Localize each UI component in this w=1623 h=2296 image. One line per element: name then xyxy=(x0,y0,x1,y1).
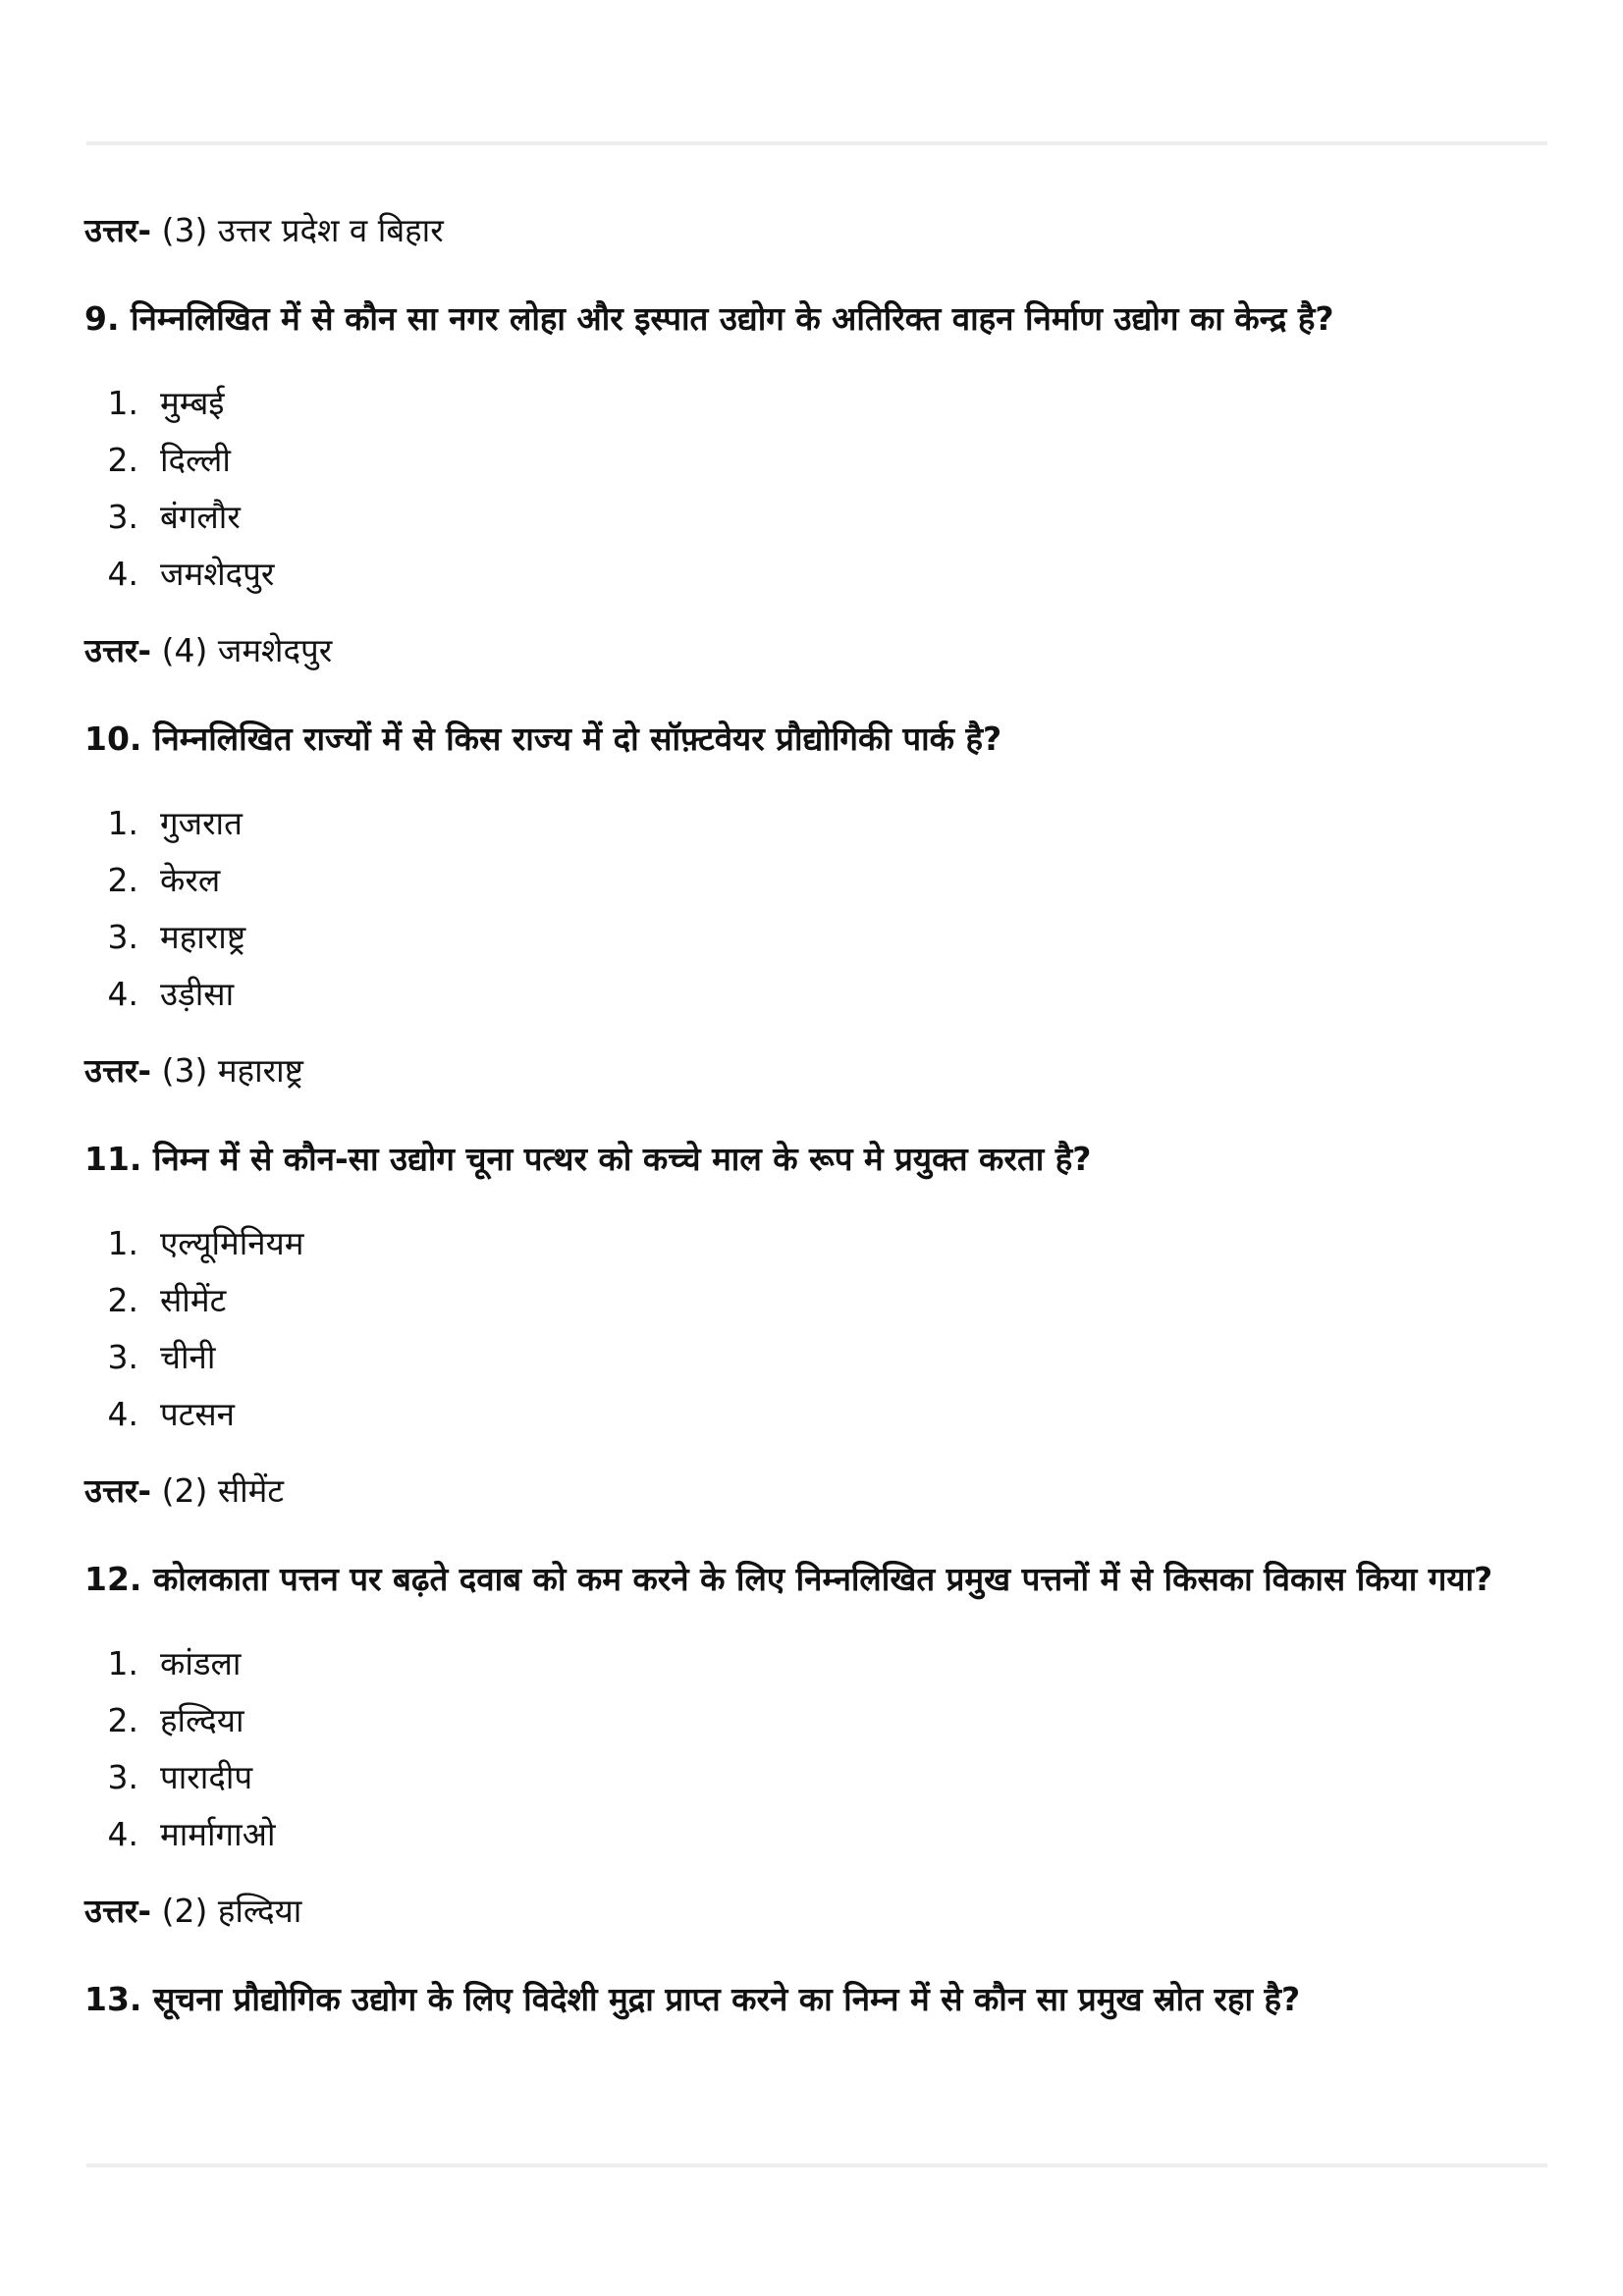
option-number: 1. xyxy=(107,384,138,422)
option-number: 4. xyxy=(107,1395,138,1433)
option-text: उड़ीसा xyxy=(160,975,235,1013)
option-item xyxy=(84,1278,1547,1323)
top-divider xyxy=(86,141,1547,145)
option-item xyxy=(84,1392,1547,1437)
page-content xyxy=(84,208,1547,2022)
options-list-10 xyxy=(84,801,1547,1017)
answer-value: (3) महाराष्ट्र xyxy=(161,1051,303,1090)
answer-label: उत्तर- xyxy=(84,1051,152,1090)
answer-label: उत्तर- xyxy=(84,1892,152,1930)
options-list-11 xyxy=(84,1221,1547,1437)
option-number: 3. xyxy=(107,498,138,536)
answer-value: (2) हल्दिया xyxy=(161,1892,302,1930)
option-text: कांडला xyxy=(160,1644,242,1682)
answer-value: (3) उत्तर प्रदेश व बिहार xyxy=(161,211,444,249)
option-text: एल्यूमिनियम xyxy=(160,1224,304,1262)
option-number: 4. xyxy=(107,1815,138,1853)
option-item xyxy=(84,915,1547,960)
option-number: 3. xyxy=(107,1758,138,1796)
option-number: 2. xyxy=(107,441,138,479)
option-number: 2. xyxy=(107,1281,138,1319)
option-number: 3. xyxy=(107,918,138,956)
option-text: पारादीप xyxy=(160,1758,253,1796)
option-item xyxy=(84,495,1547,540)
option-item xyxy=(84,1335,1547,1380)
option-text: चीनी xyxy=(160,1338,216,1376)
option-text: मार्मागाओ xyxy=(160,1815,276,1853)
option-text: मुम्बई xyxy=(160,384,225,422)
option-item xyxy=(84,858,1547,903)
option-item xyxy=(84,972,1547,1017)
option-text: दिल्ली xyxy=(160,441,231,479)
option-item xyxy=(84,1755,1547,1800)
answer-8 xyxy=(84,208,1547,253)
option-text: पटसन xyxy=(160,1395,235,1433)
options-list-9 xyxy=(84,381,1547,597)
option-number: 4. xyxy=(107,555,138,593)
option-item xyxy=(84,381,1547,426)
answer-value: (4) जमशेदपुर xyxy=(161,631,333,669)
answer-value: (2) सीमेंट xyxy=(161,1471,285,1510)
question-9: 9. निम्नलिखित में से कौन सा नगर लोहा और इस्पात उद्योग के अतिरिक्त वाहन निर्माण उद्योग का केन्द्र है? xyxy=(84,299,1334,338)
options-list-12 xyxy=(84,1641,1547,1857)
option-number: 3. xyxy=(107,1338,138,1376)
answer-12 xyxy=(84,1889,1547,1934)
question-12: 12. कोलकाता पत्तन पर बढ़ते दवाब को कम करने के लिए निम्नलिखित प्रमुख पत्तनों में से किसका विकास किया गया? xyxy=(84,1560,1493,1598)
answer-label: उत्तर- xyxy=(84,1471,152,1510)
option-number: 4. xyxy=(107,975,138,1013)
option-number: 1. xyxy=(107,804,138,842)
option-text: सीमेंट xyxy=(160,1281,227,1319)
answer-10 xyxy=(84,1048,1547,1094)
bottom-divider xyxy=(86,2163,1547,2167)
option-text: हल्दिया xyxy=(160,1701,244,1739)
answer-9 xyxy=(84,628,1547,673)
option-number: 2. xyxy=(107,861,138,899)
option-item xyxy=(84,1812,1547,1857)
option-item xyxy=(84,1641,1547,1686)
option-item xyxy=(84,438,1547,483)
question-10: 10. निम्नलिखित राज्यों में से किस राज्य में दो सॉफ़्टवेयर प्रौद्योगिकी पार्क है? xyxy=(84,720,1002,758)
option-number: 1. xyxy=(107,1224,138,1262)
option-item xyxy=(84,552,1547,597)
option-number: 1. xyxy=(107,1644,138,1682)
option-number: 2. xyxy=(107,1701,138,1739)
option-item xyxy=(84,801,1547,846)
option-text: गुजरात xyxy=(160,804,243,842)
option-text: केरल xyxy=(160,861,221,899)
option-item xyxy=(84,1698,1547,1743)
option-text: महाराष्ट्र xyxy=(160,918,246,956)
option-text: जमशेदपुर xyxy=(160,555,275,593)
option-text: बंगलौर xyxy=(160,498,241,536)
answer-label: उत्तर- xyxy=(84,211,152,249)
answer-label: उत्तर- xyxy=(84,631,152,669)
question-11: 11. निम्न में से कौन-सा उद्योग चूना पत्थर को कच्चे माल के रूप मे प्रयुक्त करता है? xyxy=(84,1140,1092,1178)
question-13: 13. सूचना प्रौद्योगिक उद्योग के लिए विदेशी मुद्रा प्राप्त करने का निम्न में से कौन सा प्रमुख स्रोत रहा है? xyxy=(84,1980,1301,2018)
option-item xyxy=(84,1221,1547,1266)
answer-11 xyxy=(84,1468,1547,1514)
